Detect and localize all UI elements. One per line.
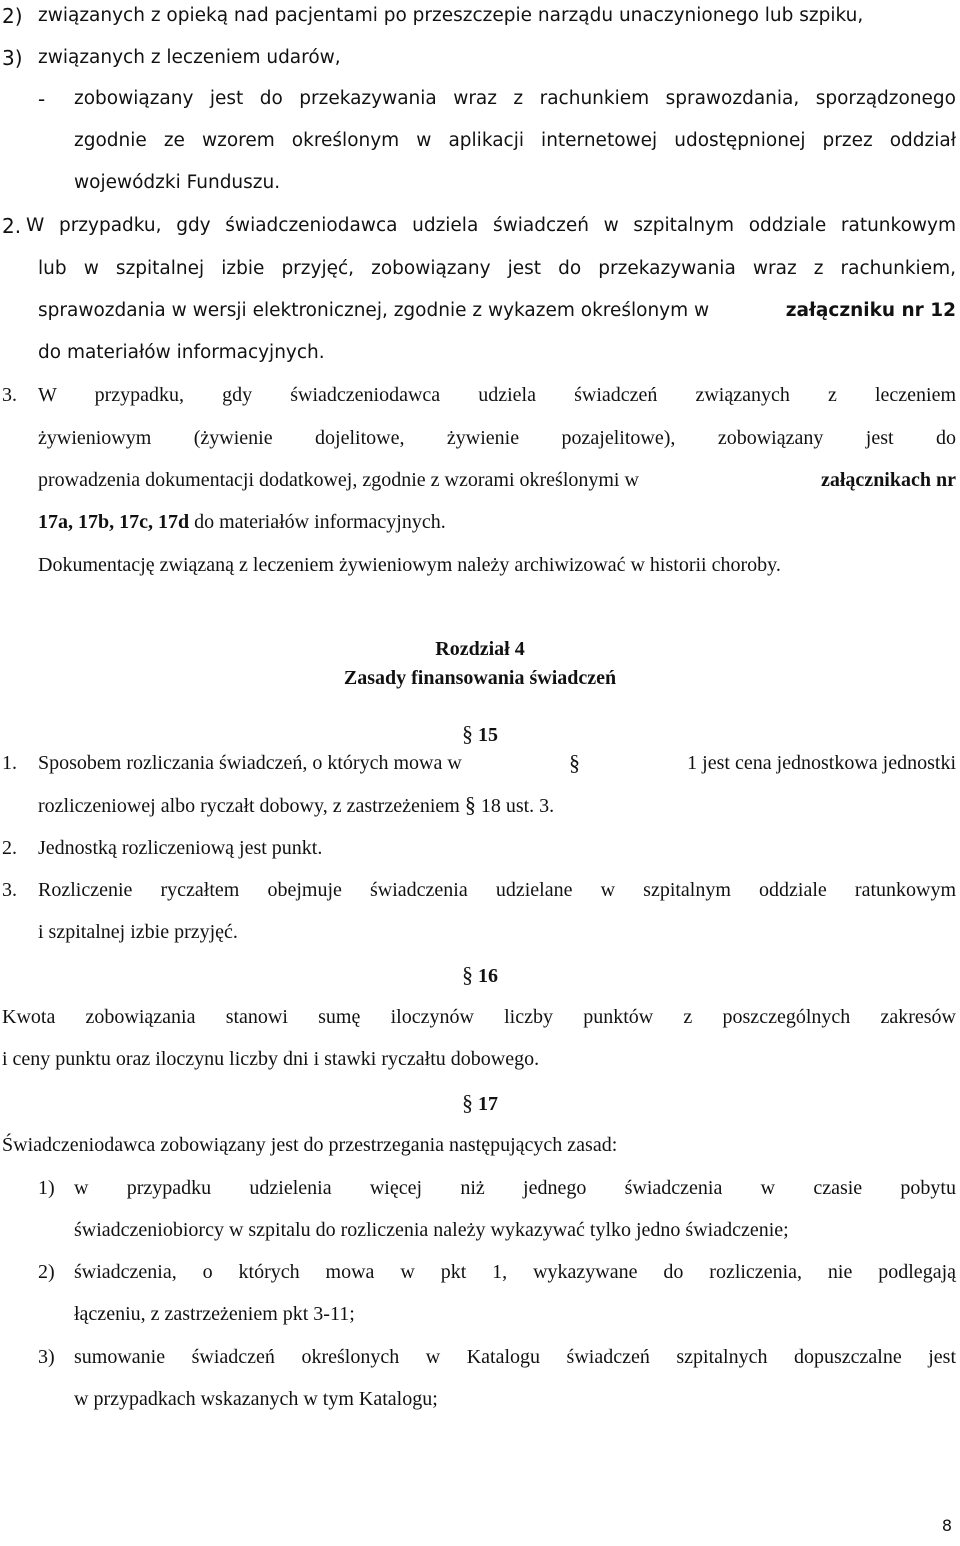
paragraph-line: Dokumentację związaną z leczeniem żywieniowym należy archiwizować w historii choroby. (38, 554, 781, 576)
section-sign: § (464, 792, 476, 817)
section-heading-16 (0, 961, 960, 990)
paragraph-line: Świadczeniodawca zobowiązany jest do przestrzegania następujących zasad: (2, 1134, 618, 1156)
paragraph-line: żywieniowym (żywienie dojelitowe, żywienie pozajelitowe), zobowiązany jest do (38, 427, 956, 449)
paragraph-line (38, 466, 956, 494)
paragraph-text: do materiałów informacyjnych. (194, 511, 446, 533)
paragraph-text: 18 ust. 3. (480, 795, 555, 817)
paragraph-line (38, 297, 956, 325)
paragraph-line: i szpitalnej izbie przyjęć. (38, 921, 238, 943)
paragraph-line: do materiałów informacyjnych. (38, 342, 325, 363)
paragraph-line: W przypadku, gdy świadczeniodawca udziela świadczeń związanych z leczeniem (38, 384, 956, 406)
paragraph-number: 2. (2, 837, 17, 859)
paragraph-line (38, 791, 554, 820)
list-item-line: świadczeniobiorcy w szpitalu do rozliczenia należy wykazywać tylko jedno świadczenie; (74, 1219, 789, 1241)
list-number: 2) (38, 1261, 55, 1283)
paragraph-text: sprawozdania w wersji elektronicznej, zgodnie z wykazem określonym w (38, 300, 710, 321)
paragraph-text: rozliczeniowej albo ryczałt dobowy, z zastrzeżeniem (38, 795, 460, 817)
dash-item-line: wojewódzki Funduszu. (74, 172, 281, 193)
list-number: 3) (2, 46, 23, 70)
section-sign: § (462, 721, 473, 746)
dash-marker: - (38, 87, 46, 111)
paragraph-line: Rozliczenie ryczałtem obejmuje świadczenia udzielane w szpitalnym oddziale ratunkowym (38, 879, 956, 901)
paragraph-text: Sposobem rozliczania świadczeń, o których mowa w (38, 752, 462, 774)
section-heading-15 (0, 720, 960, 749)
list-number: 2) (2, 4, 23, 28)
chapter-subtitle: Zasady finansowania świadczeń (343, 667, 617, 689)
dash-item-line: zobowiązany jest do przekazywania wraz z rachunkiem sprawozdania, sporządzonego (74, 88, 956, 109)
paragraph-number: 3. (2, 384, 17, 406)
list-number: 1) (38, 1177, 55, 1199)
list-item-line: łączeniu, z zastrzeżeniem pkt 3-11; (74, 1303, 355, 1325)
list-item-text: związanych z opieką nad pacjentami po przeszczepie narządu unaczynionego lub szpiku, (38, 5, 864, 26)
list-item-line: w przypadku udzielenia więcej niż jednego świadczenia w czasie pobytu (74, 1177, 956, 1199)
paragraph-text: 1 jest cena jednostkowa jednostki (687, 752, 956, 774)
paragraph-number: 1. (2, 752, 17, 774)
paragraph-line: W przypadku, gdy świadczeniodawca udziela świadczeń w szpitalnym oddziale ratunkowym (26, 215, 956, 236)
paragraph-line: Kwota zobowiązania stanowi sumę iloczynów liczby punktów z poszczególnych zakresów (2, 1006, 956, 1028)
paragraph-line: Jednostką rozliczeniową jest punkt. (38, 837, 323, 859)
section-heading-17 (0, 1089, 960, 1118)
dash-item-line: zgodnie ze wzorem określonym w aplikacji internetowej udostępnionej przez oddział (74, 130, 956, 151)
attachment-reference: załącznikach nr (821, 469, 956, 491)
list-item-line: świadczenia, o których mowa w pkt 1, wykazywane do rozliczenia, nie podlegają (74, 1261, 956, 1283)
list-number: 3) (38, 1346, 55, 1368)
list-item-line: sumowanie świadczeń określonych w Katalogu świadczeń szpitalnych dopuszczalne jest (74, 1346, 956, 1368)
list-item-line: w przypadkach wskazanych w tym Katalogu; (74, 1388, 438, 1410)
paragraph-line (38, 508, 446, 536)
section-number: 15 (478, 724, 498, 746)
section-sign: § (462, 962, 473, 987)
section-sign: § (462, 1090, 473, 1115)
paragraph-line: lub w szpitalnej izbie przyjęć, zobowiązany jest do przekazywania wraz z rachunkiem, (38, 258, 956, 279)
attachment-reference: załączniku nr 12 (785, 300, 956, 321)
chapter-title: Rozdział 4 (435, 638, 525, 660)
section-number: 17 (478, 1093, 498, 1115)
section-sign: § (568, 750, 580, 775)
paragraph-line: i ceny punktu oraz iloczynu liczby dni i stawki ryczałtu dobowego. (2, 1048, 540, 1070)
page-number: 8 (941, 1516, 952, 1535)
section-number: 16 (478, 965, 498, 987)
paragraph-text: prowadzenia dokumentacji dodatkowej, zgodnie z wzorami określonymi w (38, 469, 639, 491)
list-item-text: związanych z leczeniem udarów, (38, 47, 341, 68)
paragraph-number: 2. (2, 214, 22, 238)
paragraph-line (38, 749, 956, 777)
paragraph-number: 3. (2, 879, 17, 901)
attachment-reference: 17a, 17b, 17c, 17d (38, 511, 190, 533)
